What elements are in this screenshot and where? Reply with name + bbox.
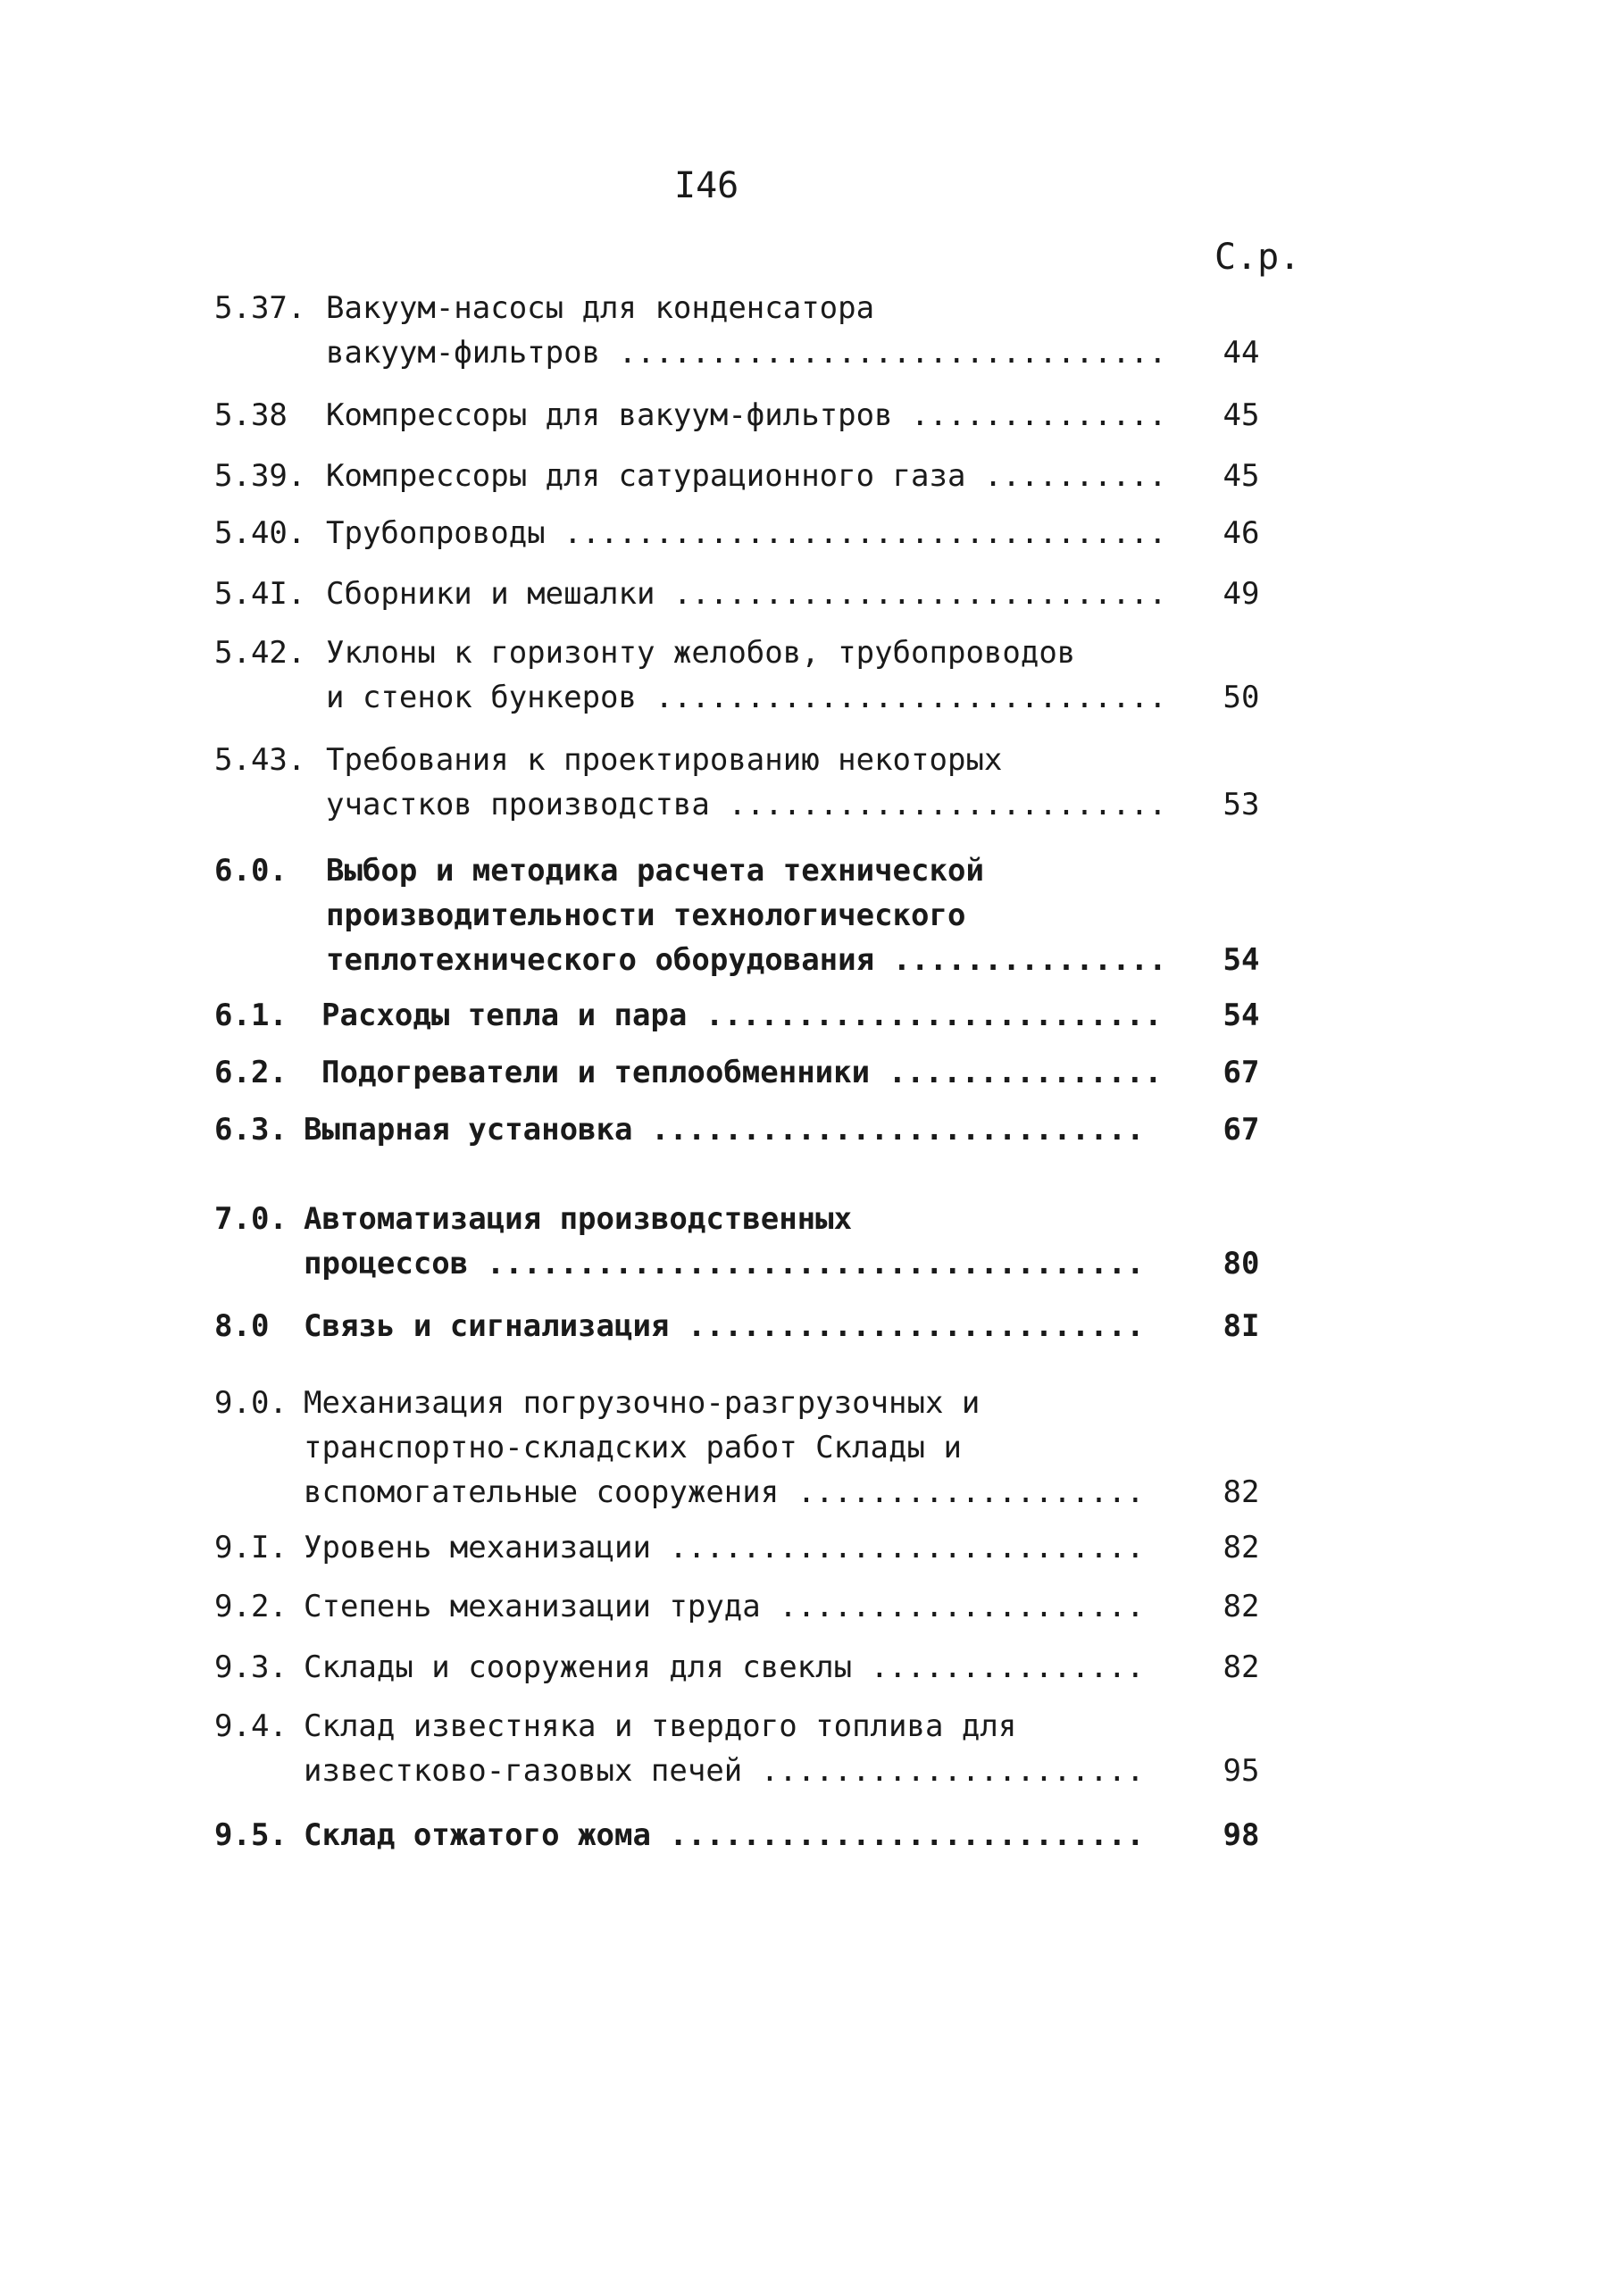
toc-entry-number: 9.2. [214, 1589, 288, 1624]
toc-entry [214, 1107, 1304, 1152]
toc-entry-number: 5.43. [214, 742, 306, 778]
toc-entry-title [326, 848, 1161, 982]
toc-entry-title [304, 1197, 1139, 1286]
toc-entry-title [304, 1304, 1139, 1348]
toc-entry-title [304, 1645, 1139, 1690]
toc-entry-page: 45 [1223, 397, 1260, 433]
toc-entry [214, 1304, 1304, 1348]
toc-entry-title-line: производительности технологического [326, 898, 966, 933]
toc-entry-number: 9.3. [214, 1649, 288, 1685]
toc-entry-title [326, 454, 1161, 498]
toc-entry-number: 9.4. [214, 1708, 288, 1744]
toc-entry-number: 5.42. [214, 635, 306, 671]
toc-entry-title-line: Сборники и мешалки ..... [326, 572, 1161, 616]
toc-entry-title [304, 1813, 1139, 1858]
toc-entry-title [326, 738, 1161, 827]
page-number: I46 [674, 165, 739, 206]
toc-entry-title-line: теплотехнического оборудования ..... [326, 938, 1161, 982]
toc-entry [214, 572, 1304, 616]
toc-entry-number: 5.40. [214, 515, 306, 551]
toc-entry-page: 50 [1223, 680, 1260, 715]
toc-entry-page: 95 [1223, 1753, 1260, 1789]
toc-entry-page: 82 [1223, 1474, 1260, 1510]
toc-entry [214, 393, 1304, 438]
toc-entry-title [326, 393, 1161, 438]
toc-entry-number: 9.I. [214, 1530, 288, 1565]
toc-entry-title [321, 993, 1156, 1038]
toc-entry [214, 286, 1304, 375]
toc-entry-page: 82 [1223, 1589, 1260, 1624]
toc-entry [214, 630, 1304, 720]
toc-entry-title [304, 1381, 1139, 1515]
toc-entry-number: 8.0 [214, 1308, 270, 1344]
toc-entry-title-line: Уровень механизации ..... [304, 1525, 1139, 1570]
toc-entry-title-line: Расходы тепла и пара ..... [321, 993, 1156, 1038]
toc-entry-page: 8I [1223, 1308, 1260, 1344]
toc-entry-page: 98 [1223, 1817, 1260, 1853]
toc-entry-page: 45 [1223, 458, 1260, 494]
toc-entry-page: 54 [1223, 998, 1260, 1033]
toc-entry-title-line: участков производства ..... [326, 782, 1161, 827]
toc-entry-title [304, 1107, 1139, 1152]
toc-entry-page: 82 [1223, 1530, 1260, 1565]
toc-entry [214, 511, 1304, 555]
toc-entry-title-line: Степень механизации труда ..... [304, 1584, 1139, 1629]
toc-entry-title-line: Требования к проектированию некоторых [326, 742, 1003, 778]
toc-entry-title-line: транспортно-складских работ Склады и [304, 1430, 962, 1465]
toc-entry-number: 5.38 [214, 397, 288, 433]
toc-entry-title-line: вспомогательные сооружения ..... [304, 1470, 1139, 1515]
toc-entry-title-line: Склады и сооружения для свеклы ..... [304, 1645, 1139, 1690]
toc-entry-page: 67 [1223, 1055, 1260, 1090]
toc-entry [214, 848, 1304, 982]
toc-entry-title [326, 511, 1161, 555]
toc-entry [214, 454, 1304, 498]
toc-entry-title-line: Компрессоры для вакуум-фильтров ..... [326, 393, 1161, 438]
toc-entry-title [304, 1525, 1139, 1570]
toc-entry [214, 1813, 1304, 1858]
toc-entry-title-line: Механизация погрузочно-разгрузочных и [304, 1385, 981, 1421]
toc-entry-title-line: Трубопроводы ..... [326, 511, 1161, 555]
toc-entry [214, 1584, 1304, 1629]
toc-entry [214, 1645, 1304, 1690]
toc-entry-title-line: Связь и сигнализация ..... [304, 1304, 1139, 1348]
toc-entry-number: 6.3. [214, 1112, 288, 1148]
toc-entry-page: 54 [1223, 942, 1260, 978]
toc-entry-page: 44 [1223, 335, 1260, 371]
toc-entry [214, 738, 1304, 827]
toc-entry-title-line: Склад отжатого жома ..... [304, 1813, 1139, 1858]
toc-entry-page: 67 [1223, 1112, 1260, 1148]
toc-entry-page: 46 [1223, 515, 1260, 551]
toc-entry-title-line: Автоматизация производственных [304, 1201, 853, 1237]
toc-entry-page: 53 [1223, 787, 1260, 822]
toc-entry [214, 1525, 1304, 1570]
toc-entry-title [304, 1584, 1139, 1629]
toc-entry-title-line: вакуум-фильтров ..... [326, 330, 1161, 375]
toc-entry-page: 82 [1223, 1649, 1260, 1685]
toc-entry-page: 80 [1223, 1246, 1260, 1282]
toc-entry-title-line: Склад известняка и твердого топлива для [304, 1708, 1017, 1744]
toc-entry-title [326, 572, 1161, 616]
toc-entry-title-line: процессов ..... [304, 1241, 1139, 1286]
toc-entry-number: 5.37. [214, 290, 306, 326]
toc-entry-title-line: Вакуум-насосы для конденсатора [326, 290, 875, 326]
toc-entry [214, 1197, 1304, 1286]
toc-entry-number: 5.4I. [214, 576, 306, 612]
toc-entry [214, 993, 1304, 1038]
toc-entry-title [321, 1050, 1156, 1095]
toc-entry-number: 6.1. [214, 998, 288, 1033]
toc-entry [214, 1050, 1304, 1095]
toc-entry-title [326, 286, 1161, 375]
page-column-header: С.р. [1214, 237, 1301, 278]
toc-entry-page: 49 [1223, 576, 1260, 612]
toc-entry-title [304, 1704, 1139, 1793]
toc-entry-number: 5.39. [214, 458, 306, 494]
toc-entry-title-line: Компрессоры для сатурационного газа ..... [326, 454, 1161, 498]
toc-entry-number: 6.2. [214, 1055, 288, 1090]
toc-entry [214, 1381, 1304, 1515]
toc-entry-number: 6.0. [214, 853, 288, 889]
toc-entry-title-line: Выпарная установка ..... [304, 1107, 1139, 1152]
toc-entry-number: 9.0. [214, 1385, 288, 1421]
toc-entry-title-line: Подогреватели и теплообменники ..... [321, 1050, 1156, 1095]
toc-entry-title-line: Уклоны к горизонту желобов, трубопроводов [326, 635, 1076, 671]
toc-entry-number: 7.0. [214, 1201, 288, 1237]
toc-entry-title-line: известково-газовых печей ..... [304, 1749, 1139, 1793]
toc-entry [214, 1704, 1304, 1793]
toc-entry-title [326, 630, 1161, 720]
toc-entry-number: 9.5. [214, 1817, 288, 1853]
toc-entry-title-line: и стенок бункеров ..... [326, 675, 1161, 720]
toc-entry-title-line: Выбор и методика расчета технической [326, 853, 984, 889]
